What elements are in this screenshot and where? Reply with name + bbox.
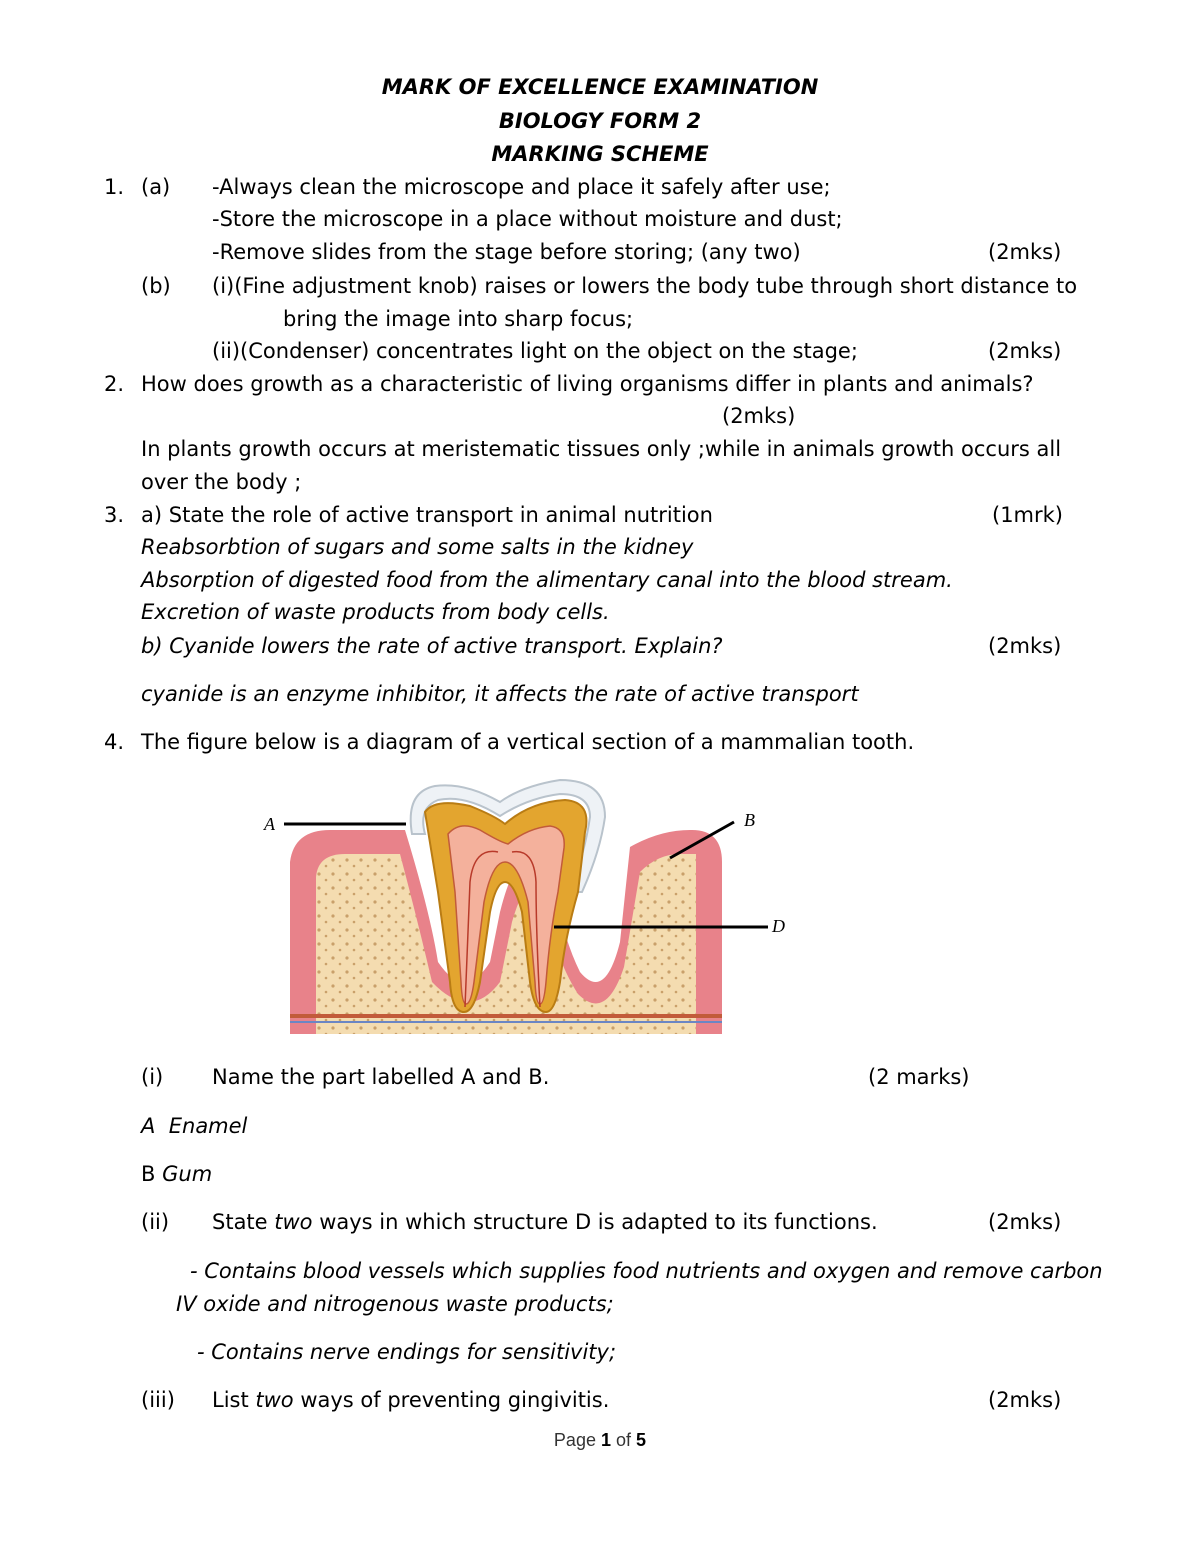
footer-page-word: Page <box>553 1430 596 1450</box>
q2-number: 2. <box>104 372 125 396</box>
q4iii-marks: (2mks) <box>988 1388 1062 1412</box>
q1a-answer-2: -Store the microscope in a place without moisture and dust; <box>212 207 843 231</box>
q1a-label: (a) <box>141 175 171 199</box>
tooth-illustration <box>290 780 722 1034</box>
q4i-label: (i) <box>141 1065 164 1089</box>
q1-number: 1. <box>104 175 125 199</box>
q3a-answer-3: Excretion of waste products from body cells. <box>141 600 610 624</box>
subject-title: BIOLOGY FORM 2 <box>498 109 702 133</box>
q1b-marks: (2mks) <box>988 339 1062 363</box>
q4ii-answer-1: - Contains blood vessels which supplies food nutrients and oxygen and remove carbon <box>190 1259 1103 1283</box>
q1b-label: (b) <box>141 274 171 298</box>
q3b-marks: (2mks) <box>988 634 1062 658</box>
page-footer <box>0 1430 1200 1451</box>
q4iii-label: (iii) <box>141 1388 175 1412</box>
q4i-answer-a-letter: A <box>141 1114 156 1138</box>
q3b-answer: cyanide is an enzyme inhibitor, it affects the rate of active transport <box>141 682 859 706</box>
q4iii-question-post: ways of preventing gingivitis. <box>293 1388 610 1412</box>
q4ii-label: (ii) <box>141 1210 170 1234</box>
q3a-question: a) State the role of active transport in animal nutrition <box>141 503 713 527</box>
q4ii-question-post: ways in which structure D is adapted to its functions. <box>312 1210 878 1234</box>
q2-answer-2: over the body ; <box>141 470 302 494</box>
q4i-question: Name the part labelled A and B. <box>212 1065 550 1089</box>
q1a-marks: (2mks) <box>988 240 1062 264</box>
q3a-answer-2: Absorption of digested food from the alimentary canal into the blood stream. <box>141 568 953 592</box>
q3a-marks: (1mrk) <box>992 503 1063 527</box>
q4ii-question-emphasis: two <box>274 1210 313 1234</box>
q4-intro: The figure below is a diagram of a vertical section of a mammalian tooth. <box>141 730 915 754</box>
q4ii-answer-1-cont: IV oxide and nitrogenous waste products; <box>176 1292 614 1316</box>
q4i-answer-b-text: Gum <box>162 1162 213 1186</box>
exam-title: MARK OF EXCELLENCE EXAMINATION <box>381 75 819 99</box>
q4i-answer-b <box>141 1159 212 1189</box>
q2-answer-1: In plants growth occurs at meristematic tissues only ;while in animals growth occurs all <box>141 437 1062 461</box>
footer-of-word: of <box>616 1430 632 1450</box>
q4i-marks: (2 marks) <box>868 1065 970 1089</box>
q1a-answer-1: -Always clean the microscope and place it safely after use; <box>212 175 831 199</box>
q4i-answer-b-letter: B <box>141 1162 156 1186</box>
q4-number: 4. <box>104 730 125 754</box>
q2-question: How does growth as a characteristic of living organisms differ in plants and animals? <box>141 372 1034 396</box>
figure-label-d: D <box>772 916 785 936</box>
figure-label-a: A <box>264 814 275 834</box>
q4iii-question-emphasis: two <box>255 1388 294 1412</box>
q4i-answer-a-text: Enamel <box>168 1114 248 1138</box>
q3a-answer-1: Reabsorbtion of sugars and some salts in the kidney <box>141 535 694 559</box>
q2-marks: (2mks) <box>722 404 796 428</box>
q4iii-question-pre: List <box>212 1388 256 1412</box>
q4ii-answer-2: - Contains nerve endings for sensitivity; <box>197 1340 617 1364</box>
marking-scheme-title: MARKING SCHEME <box>491 142 709 166</box>
figure-label-b: B <box>744 810 755 830</box>
q4ii-question <box>212 1207 878 1237</box>
q4ii-question-pre: State <box>212 1210 275 1234</box>
q4i-answer-a <box>141 1111 247 1141</box>
q1a-answer-3: -Remove slides from the stage before storing; (any two) <box>212 240 801 264</box>
footer-page-number: 1 <box>600 1430 611 1450</box>
q3-number: 3. <box>104 503 125 527</box>
q4ii-marks: (2mks) <box>988 1210 1062 1234</box>
q1b-answer-2: (ii)(Condenser) concentrates light on the object on the stage; <box>212 339 858 363</box>
tooth-diagram <box>260 772 800 1042</box>
q1b-answer-1-cont: bring the image into sharp focus; <box>283 307 634 331</box>
q3b-question: b) Cyanide lowers the rate of active transport. Explain? <box>141 634 723 658</box>
footer-page-total: 5 <box>636 1430 647 1450</box>
q1b-answer-1: (i)(Fine adjustment knob) raises or lowers the body tube through short distance to <box>212 274 1078 298</box>
q4iii-question <box>212 1385 609 1415</box>
